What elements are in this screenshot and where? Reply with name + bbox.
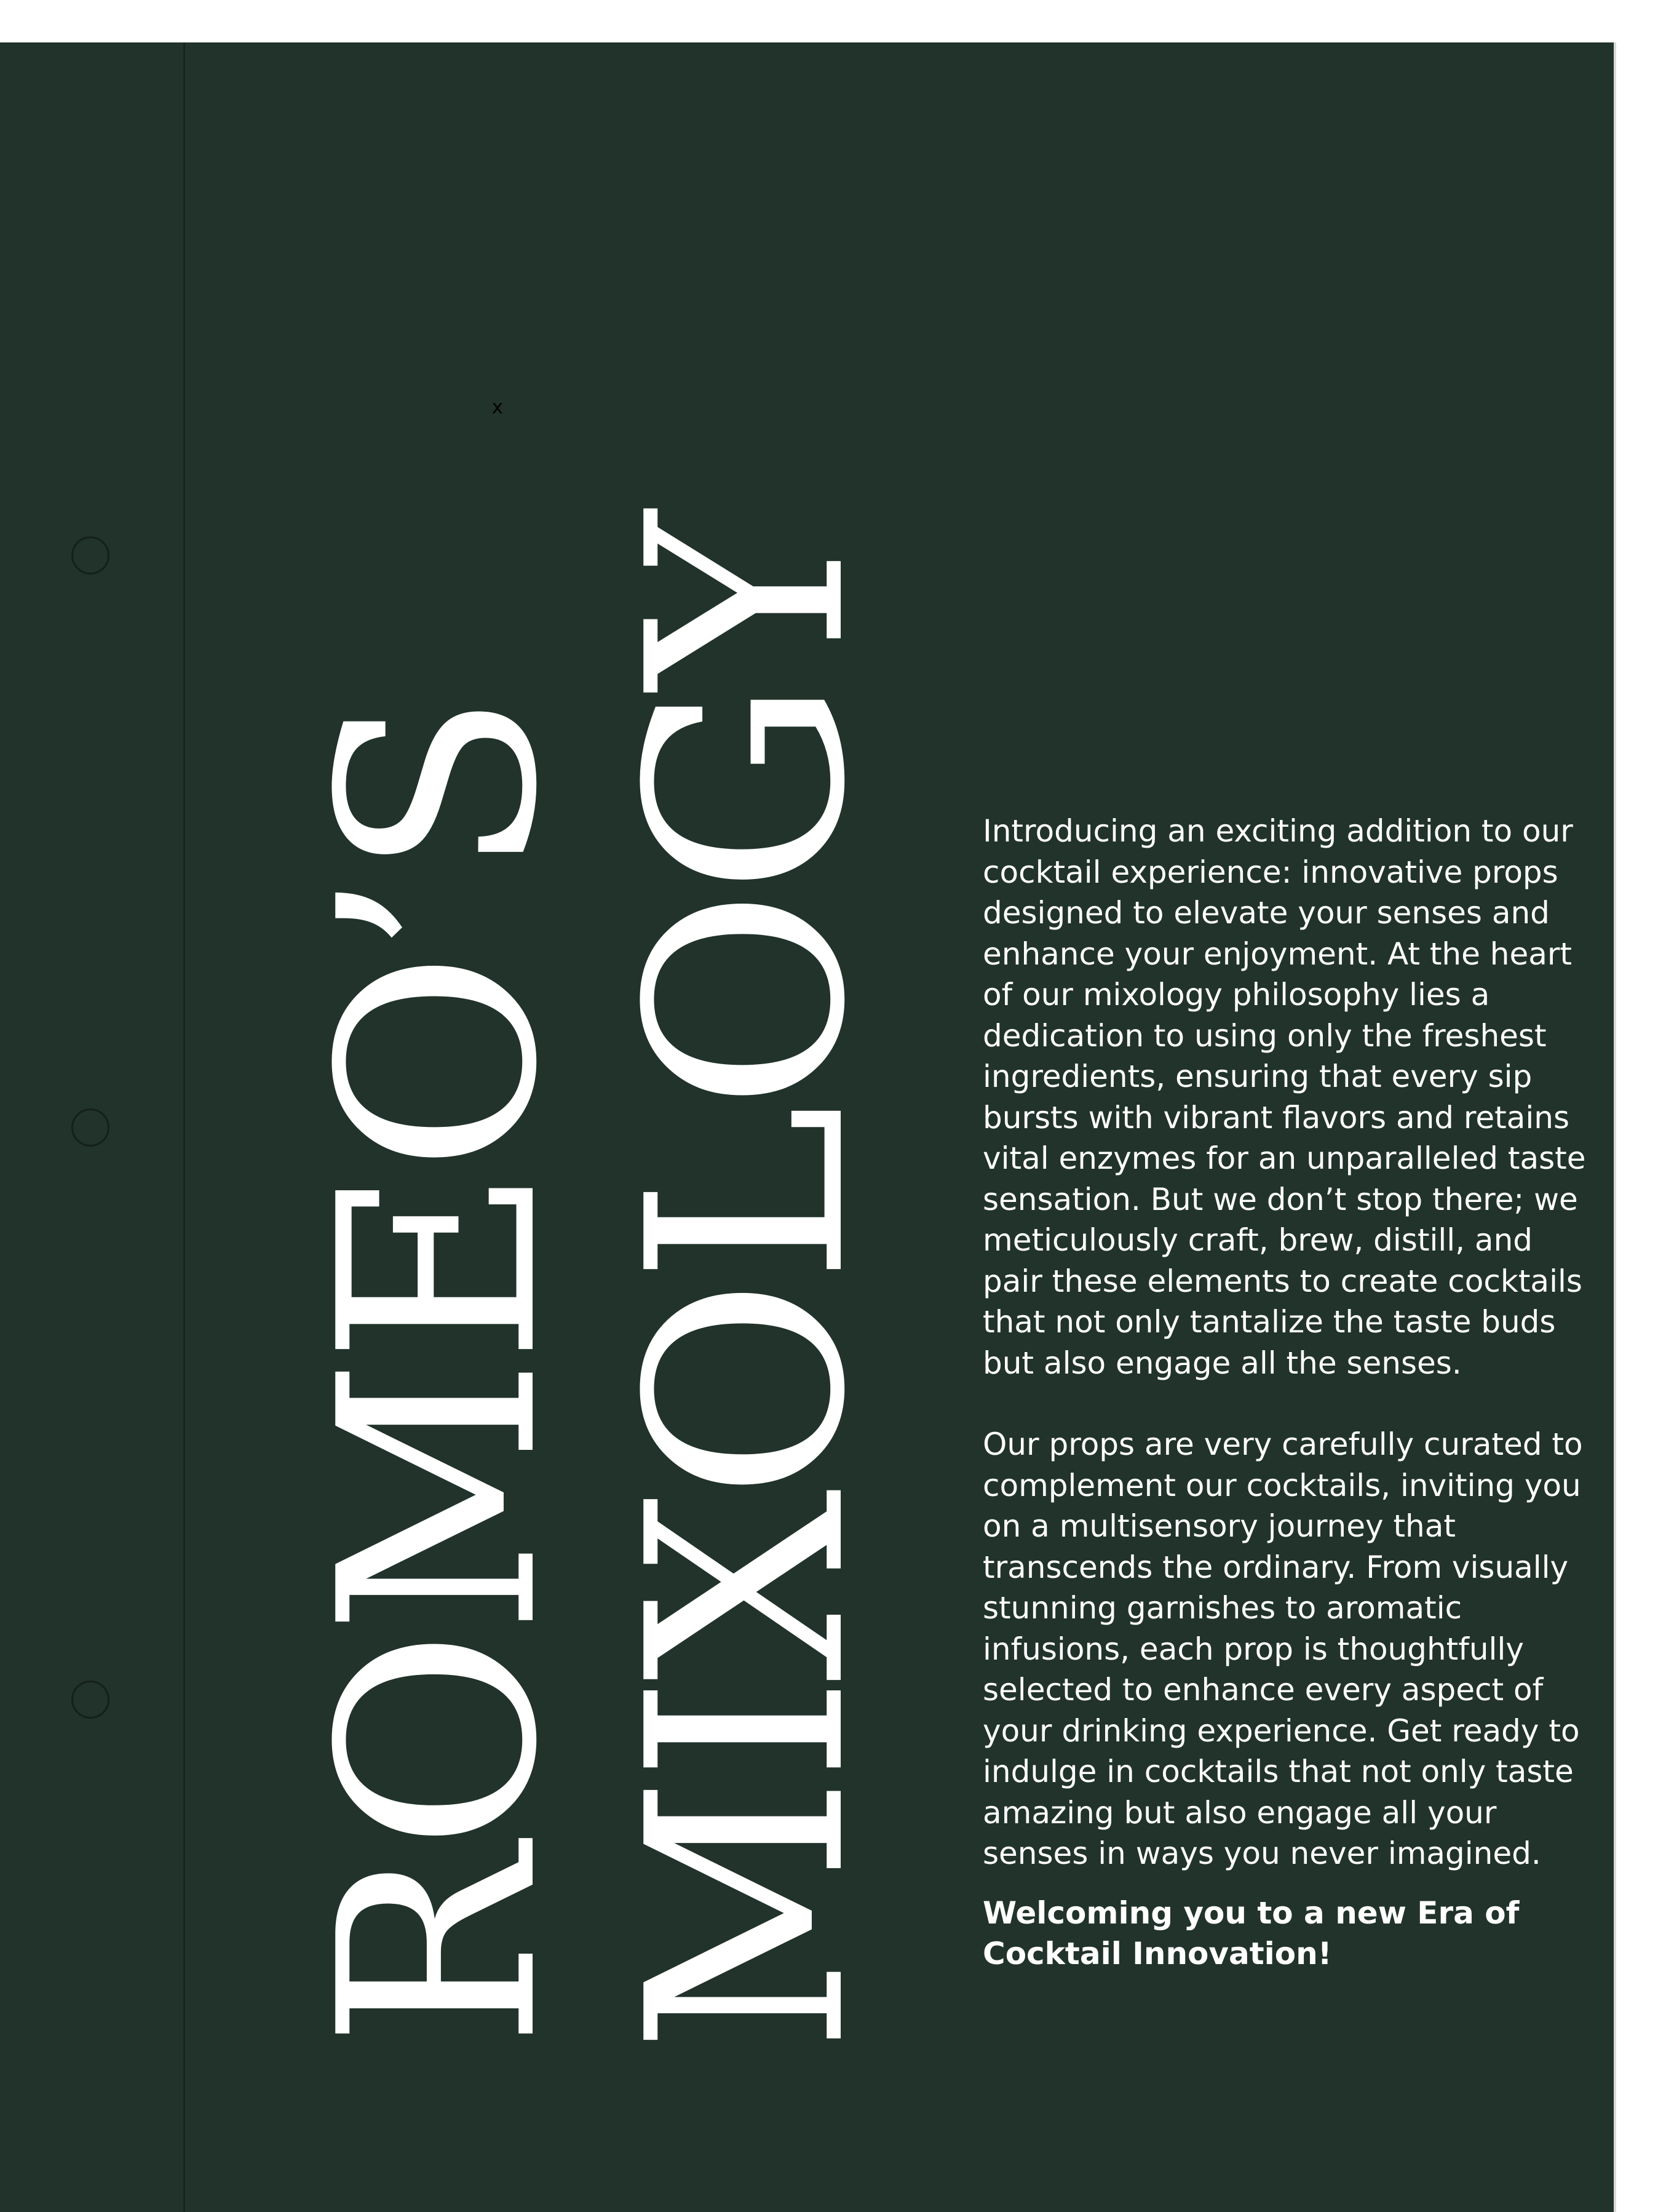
intro-copy — [983, 811, 1598, 1975]
props-paragraph: Our props are very carefully curated to complement our cocktails, inviting you on a multisensory journey that transcends the ordinary. From visually stunning garnishes to aromatic infusions, each prop is thoughtfully selected to enhance every aspect of your drinking experience. Get ready to indulge in cocktails that not only taste amazing but also engage all your senses in ways you never imagined. — [983, 1426, 1583, 1871]
title-romeos: ROMEO’S — [282, 698, 597, 2048]
stray-mark: x — [492, 397, 503, 418]
binding-divider — [183, 42, 185, 2212]
punch-hole-top — [71, 536, 109, 575]
page-edge — [1614, 42, 1616, 2212]
punch-hole-middle — [71, 1108, 109, 1147]
closing-tagline: Welcoming you to a new Era of Cocktail Innovation! — [983, 1895, 1520, 1971]
title-mixology: MIXOLOGY — [590, 517, 905, 2053]
intro-paragraph: Introducing an exciting addition to our cocktail experience: innovative props designed to elevate your senses and enhance your enjoyment. At the heart of our mixology philosophy lies a dedication to using only the freshest ingredients, ensuring that every sip bursts with vibrant flavors and retains vital enzymes for an unparalleled taste sensation. But we don’t stop there; we meticulously craft, brew, distill, and pair these elements to create cocktails that not only tantalize the taste buds but also engage all the senses. — [983, 813, 1586, 1381]
punch-hole-bottom — [71, 1681, 109, 1719]
